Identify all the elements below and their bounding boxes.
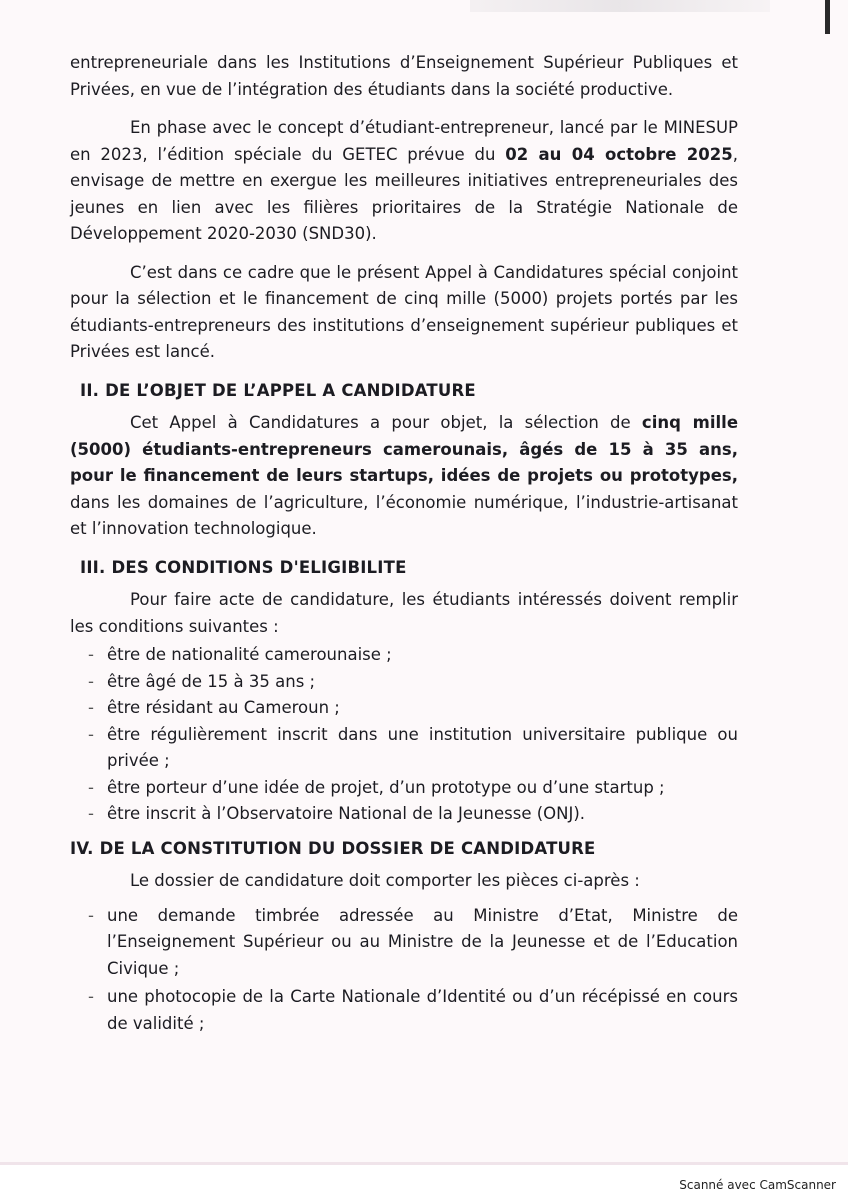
dash-marker: - (88, 645, 94, 664)
getec-dates: 02 au 04 octobre 2025 (505, 144, 733, 164)
document-body (70, 50, 738, 1041)
list-item: - être inscrit à l’Observatoire National de la Jeunesse (ONJ). (70, 801, 738, 828)
scan-artifact (470, 0, 770, 12)
list-item: - être de nationalité camerounaise ; (70, 642, 738, 669)
section-3-number: III. (80, 557, 106, 577)
list-item: - être âgé de 15 à 35 ans ; (70, 669, 738, 696)
section-4-heading (70, 836, 738, 863)
section-3-heading (70, 555, 738, 582)
section-2-heading (70, 378, 738, 405)
dash-marker: - (88, 671, 94, 691)
section-2-bold-text: cinq mille (5000) étudiants-entrepreneurs camerounais, âgés de 15 à 35 ans, pour le financement de leurs startups, idées de projets ou prototypes, (70, 413, 739, 485)
list-item: - une demande timbrée adressée au Ministre d’Etat, Ministre de l’Enseignement Supérieur ou au Ministre de la Jeunesse et de l’Education Civique ; (70, 903, 738, 983)
camscanner-footer: Scanné avec CamScanner (679, 1178, 836, 1192)
section-2-number: II. (80, 380, 100, 400)
paragraph-getec (70, 115, 738, 248)
dash-marker: - (88, 804, 94, 823)
dash-marker: - (88, 724, 94, 744)
list-item: - une photocopie de la Carte Nationale d’Identité ou d’un récépissé en cours de validité ; (70, 984, 738, 1037)
section-4-title: DE LA CONSTITUTION DU DOSSIER DE CANDIDATURE (99, 838, 596, 858)
section-2-paragraph (70, 410, 738, 543)
list-item: - être résidant au Cameroun ; (70, 695, 738, 722)
paragraph-appel: C’est dans ce cadre que le présent Appel à Candidatures spécial conjoint pour la sélection et le financement de cinq mille (5000) projets portés par les étudiants-entrepreneurs des institutions d’enseignement supérieur publiques et Privées est lancé. (70, 262, 738, 361)
list-item: - être régulièrement inscrit dans une institution universitaire publique ou privée ; (70, 722, 738, 775)
section-2-title: DE L’OBJET DE L’APPEL A CANDIDATURE (105, 380, 476, 400)
section-2-text-a: Cet Appel à Candidatures a pour objet, la sélection de (130, 413, 642, 432)
dash-marker: - (88, 698, 94, 717)
paragraph-getec-text-c: , envisage de mettre en exergue les meilleures initiatives entrepreneuriales des jeunes en lien avec les filières prioritaires de la Stratégie Nationale de Développement 2020-2030 (SND30). (70, 144, 738, 243)
dash-marker: - (88, 905, 94, 925)
list-item: - être porteur d’une idée de projet, d’un prototype ou d’une startup ; (70, 775, 738, 802)
dash-marker: - (88, 777, 94, 797)
page-edge-mark (825, 0, 830, 34)
section-3-title: DES CONDITIONS D'ELIGIBILITE (111, 557, 407, 577)
section-4-number: IV. (70, 838, 94, 858)
paragraph-getec-text-a: En phase avec le concept d’étudiant-entrepreneur, lancé par le MINESUP en 2023, l’édition spéciale du GETEC prévue du (70, 118, 738, 164)
dash-marker: - (88, 987, 94, 1006)
section-4-intro: Le dossier de candidature doit comporter les pièces ci-après : (130, 871, 640, 890)
paragraph-intro-continuation: entrepreneuriale dans les Institutions d’Enseignement Supérieur Publiques et Privées, en vue de l’intégration des étudiants dans la société productive. (70, 53, 738, 99)
eligibility-list (70, 642, 738, 828)
section-2-text-c: dans les domaines de l’agriculture, l’économie numérique, l’industrie-artisanat et l’innovation technologique. (70, 492, 738, 538)
dossier-list (70, 903, 738, 1038)
section-3-intro: Pour faire acte de candidature, les étudiants intéressés doivent remplir les conditions suivantes : (70, 590, 738, 636)
